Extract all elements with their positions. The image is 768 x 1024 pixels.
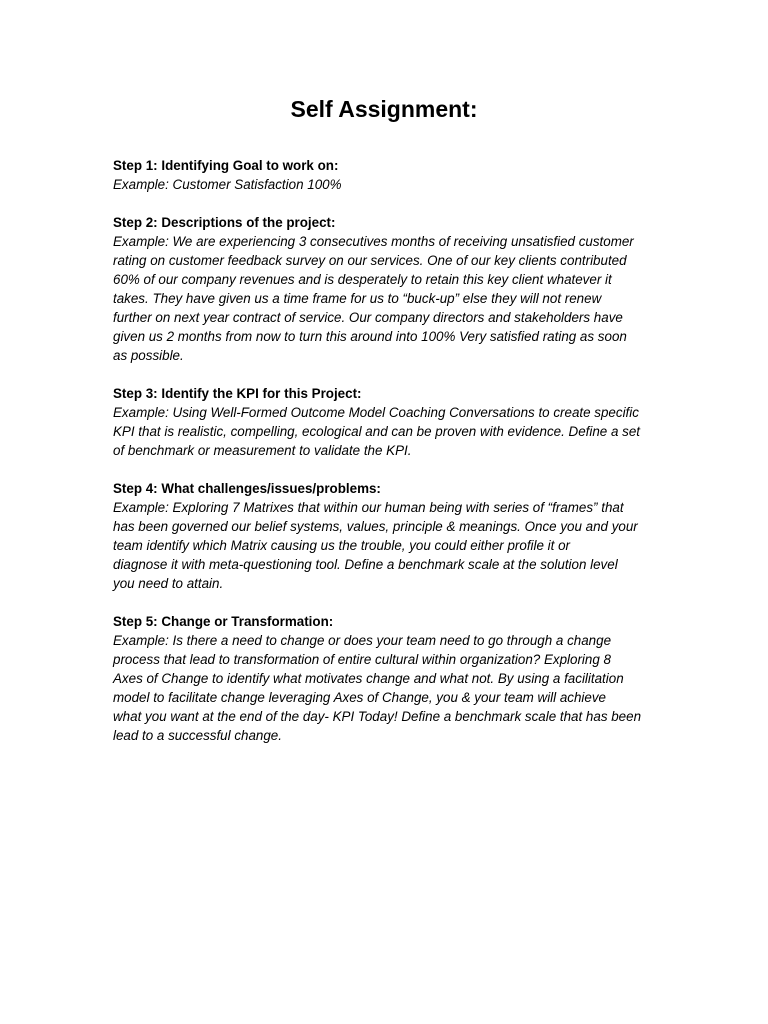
step-heading: Step 3: Identify the KPI for this Project: [113, 386, 362, 401]
text-line: has been governed our belief systems, values, principle & meanings. Once you and your [113, 519, 638, 534]
text-line: team identify which Matrix causing us the trouble, you could either profile it or [113, 538, 570, 553]
text-line: model to facilitate change leveraging Axes of Change, you & your team will achieve [113, 690, 607, 705]
document-body [113, 156, 661, 764]
step-heading: Step 2: Descriptions of the project: [113, 215, 336, 230]
step-heading: Step 1: Identifying Goal to work on: [113, 158, 339, 173]
step-example [113, 175, 661, 194]
text-line: of benchmark or measurement to validate the KPI. [113, 443, 412, 458]
text-line: further on next year contract of service. Our company directors and stakeholders have [113, 310, 623, 325]
step-3 [113, 384, 661, 460]
step-2 [113, 213, 661, 365]
step-example [113, 498, 661, 593]
step-heading: Step 4: What challenges/issues/problems: [113, 481, 381, 496]
text-line: Example: Is there a need to change or does your team need to go through a change [113, 633, 612, 648]
text-line: lead to a successful change. [113, 728, 282, 743]
step-example [113, 403, 661, 460]
text-line: takes. They have given us a time frame for us to “buck-up” else they will not renew [113, 291, 602, 306]
step-example [113, 232, 661, 365]
page-title: Self Assignment: [290, 96, 478, 122]
step-example [113, 631, 661, 745]
text-line: 60% of our company revenues and is desperately to retain this key client whatever it [113, 272, 612, 287]
text-line: Example: We are experiencing 3 consecutives months of receiving unsatisfied customer [113, 234, 634, 249]
step-heading: Step 5: Change or Transformation: [113, 614, 334, 629]
text-line: process that lead to transformation of entire cultural within organization? Exploring 8 [113, 652, 611, 667]
text-line: Example: Exploring 7 Matrixes that within our human being with series of “frames” that [113, 500, 624, 515]
text-line: you need to attain. [113, 576, 224, 591]
step-4 [113, 479, 661, 593]
text-line: diagnose it with meta-questioning tool. Define a benchmark scale at the solution level [113, 557, 618, 572]
text-line: Axes of Change to identify what motivates change and what not. By using a facilitation [113, 671, 624, 686]
text-line: rating on customer feedback survey on our services. One of our key clients contributed [113, 253, 627, 268]
text-line: as possible. [113, 348, 184, 363]
text-line: what you want at the end of the day- KPI Today! Define a benchmark scale that has been [113, 709, 642, 724]
step-1 [113, 156, 661, 194]
step-5 [113, 612, 661, 745]
text-line: given us 2 months from now to turn this around into 100% Very satisfied rating as soon [113, 329, 627, 344]
text-line: KPI that is realistic, compelling, ecological and can be proven with evidence. Define a set [113, 424, 640, 439]
text-line: Example: Using Well-Formed Outcome Model Coaching Conversations to create specific [113, 405, 639, 420]
text-line: Example: Customer Satisfaction 100% [113, 177, 342, 192]
